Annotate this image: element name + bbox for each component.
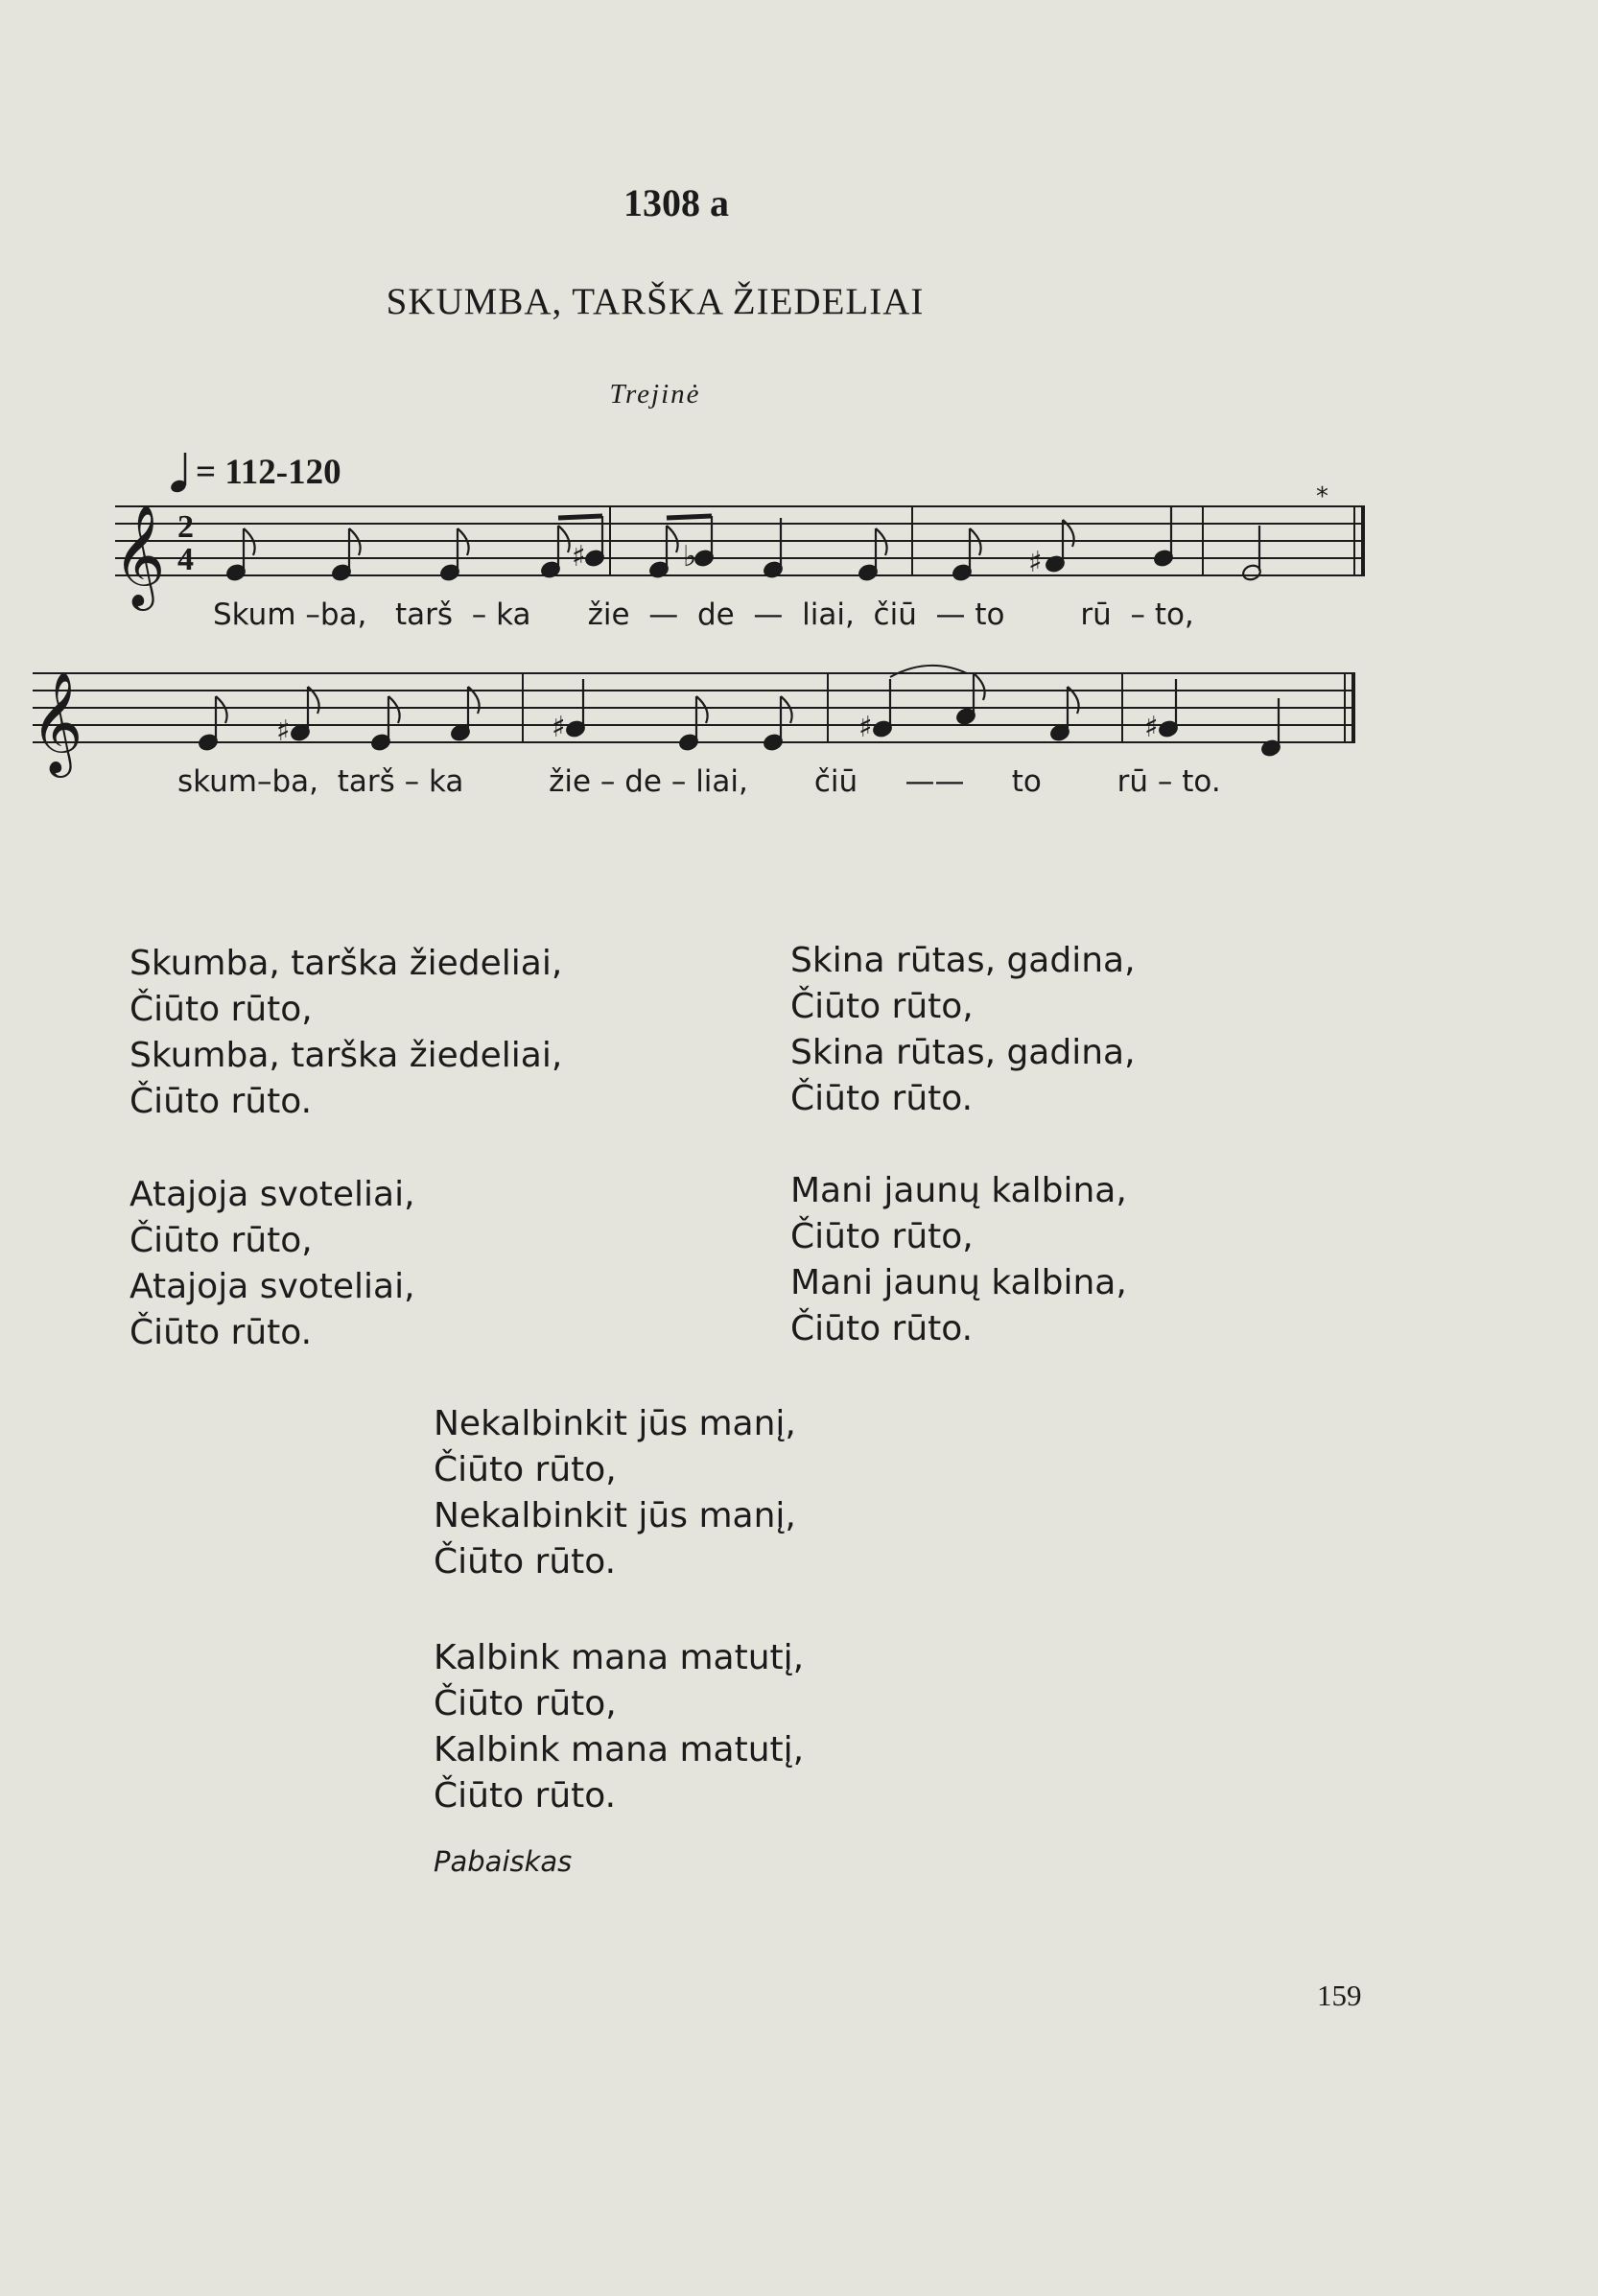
verse-2 (129, 1172, 415, 1356)
verse-line: Čiūto rūto, (129, 990, 313, 1029)
song-number: 1308 a (623, 181, 729, 224)
verse-line: Čiūto rūto, (790, 1217, 974, 1256)
verse-line: Skina rūtas, gadina, (790, 1033, 1136, 1072)
verse-line: Čiūto rūto. (129, 1082, 313, 1121)
sharp-icon: ♯ (1144, 711, 1159, 744)
verse-line: Kalbink mana matutį, (434, 1730, 805, 1769)
song-subtitle: Trejinė (609, 379, 701, 410)
sharp-icon: ♯ (572, 540, 586, 574)
verse-5 (434, 1401, 796, 1585)
sharp-icon: ♯ (1028, 546, 1043, 579)
verse-line: Čiūto rūto. (434, 1776, 617, 1816)
verse-line: Čiūto rūto, (434, 1450, 617, 1489)
time-signature-bottom: 4 (177, 542, 194, 577)
verse-line: Skumba, tarška žiedeliai, (129, 944, 563, 983)
verse-4 (790, 1168, 1127, 1352)
lyrics-line-2: skum–ba, tarš – ka žie – de – liai, čiū —— to rū – to. (177, 764, 1221, 799)
verse-line: Čiūto rūto, (790, 987, 974, 1026)
treble-clef-icon: 𝄞 (113, 504, 166, 606)
source-place: Pabaiskas (434, 1845, 573, 1878)
verse-line: Skumba, tarška žiedeliai, (129, 1036, 563, 1075)
page-number: 159 (1317, 1979, 1362, 2012)
verse-line: Skina rūtas, gadina, (790, 941, 1136, 980)
verse-line: Čiūto rūto. (434, 1542, 617, 1581)
verse-line: Atajoja svoteliai, (129, 1267, 415, 1306)
song-title: SKUMBA, TARŠKA ŽIEDELIAI (386, 281, 925, 322)
verse-line: Nekalbinkit jūs manį, (434, 1404, 796, 1443)
verse-line: Čiūto rūto. (129, 1313, 313, 1352)
verse-line: Mani jaunų kalbina, (790, 1263, 1127, 1302)
sharp-icon: ♯ (552, 711, 566, 744)
treble-clef-icon: 𝄞 (31, 670, 83, 773)
verse-line: Čiūto rūto, (129, 1221, 313, 1260)
verse-1 (129, 941, 562, 1125)
verse-3 (790, 938, 1136, 1122)
lyrics-line-1: Skum –ba, tarš – ka žie — de — liai, čiū — to rū – to, (213, 597, 1194, 632)
sharp-icon: ♯ (276, 715, 291, 748)
verse-line: Čiūto rūto. (790, 1309, 974, 1348)
verse-line: Mani jaunų kalbina, (790, 1171, 1127, 1210)
flat-icon: ♭ (683, 540, 697, 574)
verse-line: Čiūto rūto, (434, 1684, 617, 1723)
tempo-value: = 112-120 (196, 453, 341, 492)
breath-mark-icon: * (1316, 482, 1328, 511)
verse-line: Kalbink mana matutį, (434, 1638, 805, 1677)
time-signature-top: 2 (177, 509, 194, 545)
music-notation (0, 0, 1598, 825)
sharp-icon: ♯ (858, 711, 873, 744)
verse-line: Nekalbinkit jūs manį, (434, 1496, 796, 1535)
verse-6 (434, 1635, 804, 1819)
verse-line: Čiūto rūto. (790, 1079, 974, 1118)
verse-line: Atajoja svoteliai, (129, 1175, 415, 1214)
